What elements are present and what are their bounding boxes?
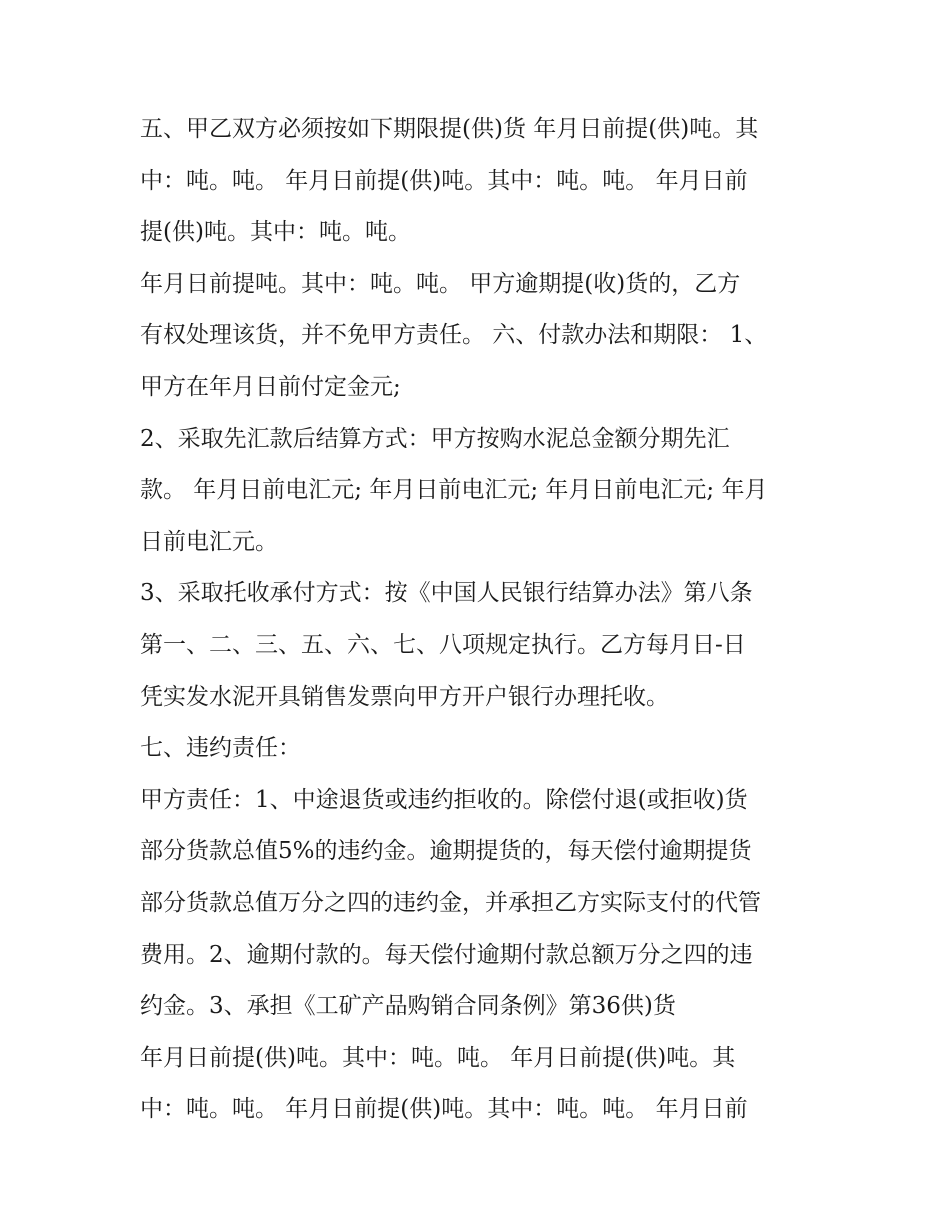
text-line: 部分货款总值5%的违约金。逾期提货的，每天偿付逾期提货 [140,838,752,865]
text-line: 凭实发水泥开具销售发票向甲方开户银行办理托收。 [140,683,669,710]
text-line: 2、采取先汇款后结算方式：甲方按购水泥总金额分期先汇 [140,425,730,452]
text-line: 五、甲乙双方必须按如下期限提(供)货 年月日前提(供)吨。其 [140,116,759,142]
text-line: 提(供)吨。其中：吨。吨。 [140,219,411,246]
text-line: 甲方在年月日前付定金元; [140,373,401,400]
text-line: 年月日前提(供)吨。其中：吨。吨。 年月日前提(供)吨。其 [140,1044,736,1071]
text-line: 款。 年月日前电汇元; 年月日前电汇元; 年月日前电汇元; 年月 [140,477,768,504]
text-line: 中：吨。吨。 年月日前提(供)吨。其中：吨。吨。 年月日前 [140,1096,748,1123]
text-line: 年月日前提吨。其中：吨。吨。 甲方逾期提(收)货的，乙方 [140,270,741,297]
text-line: 七、违约责任： [140,735,301,762]
text-line: 日前电汇元。 [140,528,278,555]
text-line: 部分货款总值万分之四的违约金，并承担乙方实际支付的代管 [140,889,761,916]
text-line: 第一、二、三、五、六、七、八项规定执行。乙方每月日-日 [140,631,746,658]
text-line: 中：吨。吨。 年月日前提(供)吨。其中：吨。吨。 年月日前 [140,167,748,194]
text-line: 有权处理该货，并不免甲方责任。 六、付款办法和期限： 1、 [140,322,768,349]
document-body [140,104,820,1136]
text-line: 约金。3、承担《工矿产品购销合同条例》第36供)货 [140,993,676,1020]
text-line: 3、采取托收承付方式：按《中国人民银行结算办法》第八条 [140,580,753,607]
text-line: 甲方责任：1、中途退货或违约拒收的。除偿付退(或拒收)货 [140,786,748,813]
text-line: 费用。2、逾期付款的。每天偿付逾期付款总额万分之四的违 [140,941,753,968]
